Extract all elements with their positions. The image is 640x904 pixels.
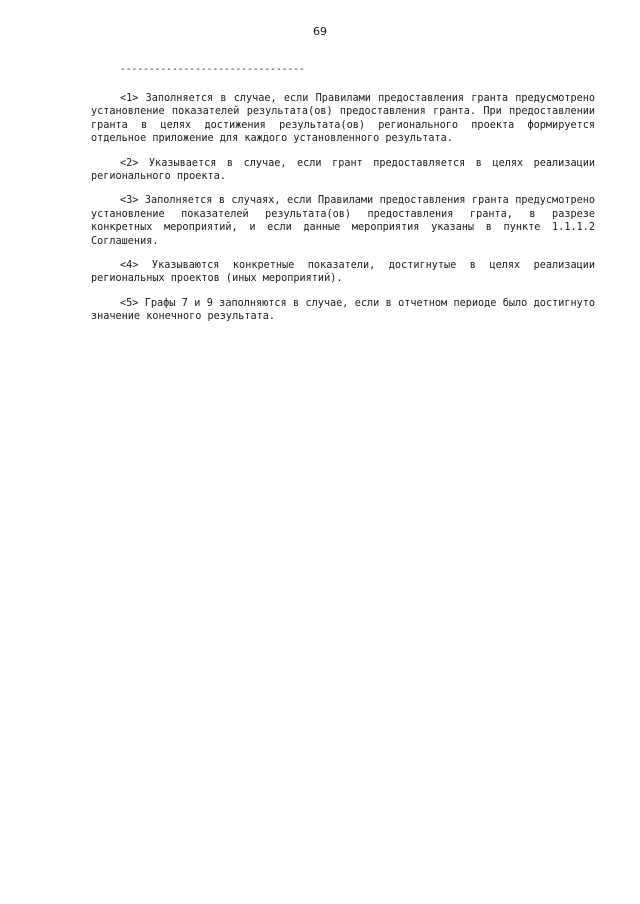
- footnote-5: <5> Графы 7 и 9 заполняются в случае, если в отчетном периоде было достигнуто значение конечного результата.: [91, 297, 595, 323]
- footnote-4: <4> Указываются конкретные показатели, достигнутые в целях реализации региональных проектов (иных мероприятий).: [91, 260, 595, 285]
- page-number: 69: [313, 25, 327, 38]
- footnote-3: <3> Заполняется в случаях, если Правилами предоставления гранта предусмотрено установление показателей результата(ов) предоставления гранта, в разрезе конкретных мероприятий, и если данные мероприятия указаны в пункте 1.1.1.2 Соглашения.: [91, 195, 595, 247]
- footnote-1: <1> Заполняется в случае, если Правилами предоставления гранта предусмотрено установление показателей результата(ов) предоставления гранта. При предоставлении гранта в целях достижения результата(ов) регионального проекта формируется отдельное приложение для каждого установленного результата.: [91, 93, 595, 145]
- footnotes: [91, 92, 595, 335]
- footnote-2: <2> Указывается в случае, если грант предоставляется в целях реализации регионального проекта.: [91, 157, 595, 183]
- footnote-separator: --------------------------------: [120, 64, 305, 75]
